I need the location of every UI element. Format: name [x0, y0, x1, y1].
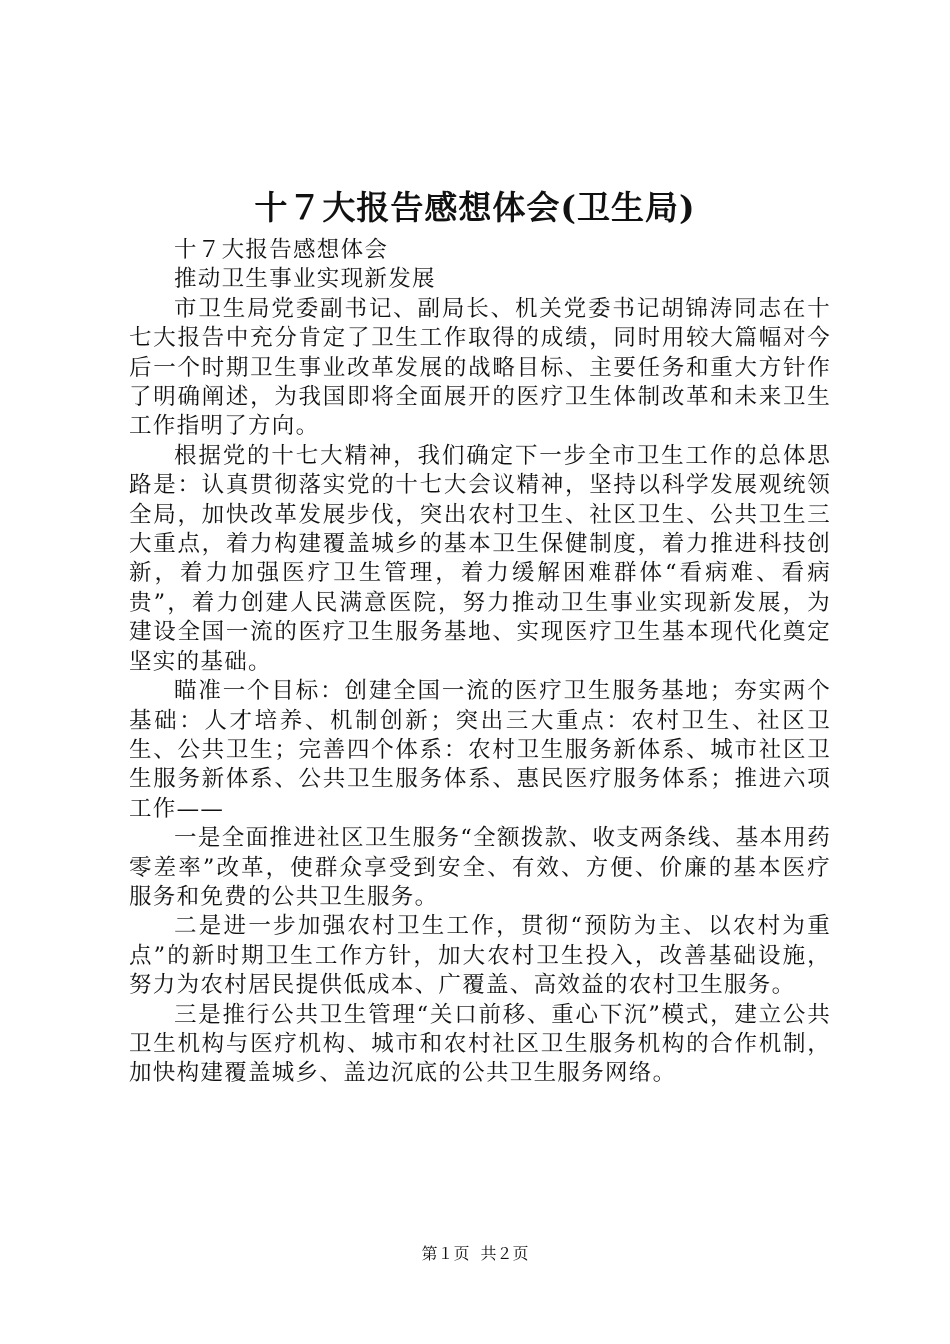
paragraph-goals: 瞄准一个目标：创建全国一流的医疗卫生服务基地；夯实两个基础：人才培养、机制创新；突出三大重点：农村卫生、社区卫生、公共卫生；完善四个体系：农村卫生服务新体系、城市社区卫生服务新体系、公共卫生服务体系、惠民医疗服务体系；推进六项工作—— [129, 678, 831, 822]
paragraph-item-3: 三是推行公共卫生管理“关口前移、重心下沉”模式，建立公共卫生机构与医疗机构、城市和农村社区卫生服务机构的合作机制，加快构建覆盖城乡、盖边沉底的公共卫生服务网络。 [129, 1001, 831, 1087]
paragraph-subtitle: 十７大报告感想体会 [174, 237, 389, 263]
page-total: 共２页 [480, 1244, 529, 1263]
document-title: 十７大报告感想体会(卫生局) [254, 188, 696, 227]
document-body [129, 236, 831, 1089]
page-footer [0, 1243, 950, 1265]
paragraph-item-1: 一是全面推进社区卫生服务“全额拨款、收支两条线、基本用药零差率”改革，使群众享受到安全、有效、方便、价廉的基本医疗服务和免费的公共卫生服务。 [129, 825, 831, 910]
page-number: 第１页 [421, 1244, 470, 1263]
paragraph-overall-plan: 根据党的十七大精神，我们确定下一步全市卫生工作的总体思路是：认真贯彻落实党的十七大会议精神，坚持以科学发展观统领全局，加快改革发展步伐，突出农村卫生、社区卫生、公共卫生三大重点，着力构建覆盖城乡的基本卫生保健制度，着力推进科技创新，着力加强医疗卫生管理，着力缓解困难群体“看病难、看病贵”，着力创建人民满意医院，努力推动卫生事业实现新发展，为建设全国一流的医疗卫生服务基地、实现医疗卫生基本现代化奠定坚实的基础。 [129, 442, 831, 675]
paragraph-heading: 推动卫生事业实现新发展 [174, 266, 436, 293]
paragraph-item-2: 二是进一步加强农村卫生工作，贯彻“预防为主、以农村为重点”的新时期卫生工作方针，加大农村卫生投入，改善基础设施，努力为农村居民提供低成本、广覆盖、高效益的农村卫生服务。 [129, 913, 831, 999]
paragraph-intro: 市卫生局党委副书记、副局长、机关党委书记胡锦涛同志在十七大报告中充分肯定了卫生工作取得的成绩，同时用较大篇幅对今后一个时期卫生事业改革发展的战略目标、主要任务和重大方针作了明确阐述，为我国即将全面展开的医疗卫生体制改革和未来卫生工作指明了方向。 [129, 295, 831, 440]
